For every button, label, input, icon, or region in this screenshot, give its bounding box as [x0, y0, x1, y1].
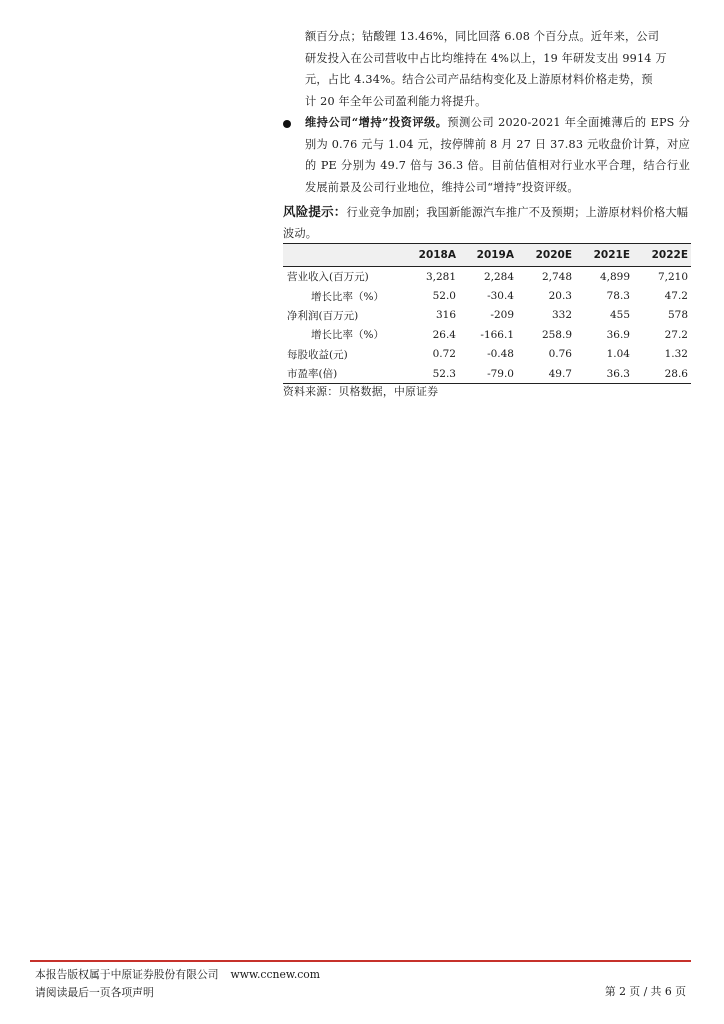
rating-body: 预测公司 2020-2021 年全面摊薄后的 EPS 分别为 0.76 元与 1.04 元，按停牌前 8 月 27 日 37.83 元收盘价计算，对应的 PE 分别为 49.7 倍与 36.3 倍。目前估值相对行业水平合理，结合行业发展前景及公司行业地位，维持公司“增持”投资评级。 — [305, 116, 690, 194]
table-cell: 0.76 — [548, 348, 572, 361]
table-cell: -209 — [490, 309, 514, 322]
table-row — [283, 267, 691, 287]
risk-label: 风险提示： — [283, 204, 347, 219]
table-cell: 28.6 — [633, 364, 691, 384]
table-cell: 7,210 — [657, 270, 688, 283]
table-cell: 20.3 — [548, 290, 572, 303]
table-header-cell: 2021E — [575, 244, 633, 267]
footer-website-link[interactable]: www.ccnew.com — [230, 968, 321, 981]
risk-text: 行业竞争加剧；我国新能源汽车推广不及预期；上游原材料价格大幅波动。 — [283, 206, 689, 240]
table-row — [283, 325, 691, 344]
financial-forecast-table — [283, 243, 691, 384]
row-label: 每股收益(元) — [287, 348, 348, 361]
table-cell: 258.9 — [541, 328, 572, 341]
table-source-note: 资料来源：贝格数据，中原证券 — [283, 385, 439, 398]
footer-copyright-line — [35, 966, 320, 984]
rating-heading: 维持公司“增持”投资评级。 — [305, 115, 448, 129]
table-header-cell: 2020E — [517, 244, 575, 267]
table-cell: 49.7 — [517, 364, 575, 384]
table-cell: 36.9 — [606, 328, 630, 341]
table-cell: 455 — [609, 309, 630, 322]
table-row — [283, 364, 691, 384]
intro-line-1: 额百分点；钴酸锂 13.46%，同比回落 6.08 个百分点。近年来，公司 — [305, 30, 660, 43]
table-header-cell: 2022E — [633, 244, 691, 267]
table-row — [283, 345, 691, 364]
table-cell: 52.3 — [401, 364, 459, 384]
footer-divider — [30, 960, 691, 962]
table-header-cell — [283, 244, 401, 267]
table-row — [283, 306, 691, 325]
table-cell: 0.72 — [432, 348, 456, 361]
table-cell: 2,284 — [483, 270, 514, 283]
bullet-dot-icon — [283, 120, 291, 128]
table-row — [283, 286, 691, 305]
footer-copyright: 本报告版权属于中原证券股份有限公司 — [35, 968, 219, 981]
table-cell: -166.1 — [480, 328, 514, 341]
footer-disclaimer: 请阅读最后一页各项声明 — [35, 986, 154, 999]
table-cell: 1.32 — [664, 348, 688, 361]
table-cell: 332 — [551, 309, 572, 322]
page-number: 第 2 页 / 共 6 页 — [604, 985, 686, 998]
table-cell: 3,281 — [425, 270, 456, 283]
table-header-cell: 2019A — [459, 244, 517, 267]
risk-warning — [283, 201, 695, 244]
table-header-row — [283, 244, 691, 267]
table-header-cell: 2018A — [401, 244, 459, 267]
table-cell: -30.4 — [487, 290, 514, 303]
intro-paragraph — [305, 26, 690, 112]
table-cell: 36.3 — [575, 364, 633, 384]
table-cell: 27.2 — [664, 328, 688, 341]
table-cell: 2,748 — [541, 270, 572, 283]
intro-line-3: 元，占比 4.34%。结合公司产品结构变化及上游原材料价格走势，预 — [305, 73, 653, 86]
table-cell: -79.0 — [459, 364, 517, 384]
table-cell: 47.2 — [664, 290, 688, 303]
row-label: 市盈率(倍) — [283, 364, 401, 384]
row-label: 增长比率（%） — [311, 290, 384, 303]
table-cell: 78.3 — [606, 290, 630, 303]
intro-line-2: 研发投入在公司营收中占比均维持在 4%以上，19 年研发支出 9914 万 — [305, 51, 667, 65]
table-cell: 1.04 — [606, 348, 630, 361]
intro-line-4: 计 20 年全年公司盈利能力将提升。 — [305, 94, 487, 108]
rating-bullet — [283, 112, 690, 198]
footer-left — [35, 966, 320, 1002]
table-cell: 52.0 — [432, 290, 456, 303]
row-label: 营业收入(百万元) — [287, 271, 369, 284]
rating-text — [305, 112, 690, 198]
row-label: 净利润(百万元) — [287, 309, 359, 322]
table-cell: 4,899 — [599, 270, 630, 283]
row-label: 增长比率（%） — [311, 329, 384, 342]
table-cell: -0.48 — [487, 348, 514, 361]
table-cell: 26.4 — [432, 328, 456, 341]
table-cell: 316 — [435, 309, 456, 322]
table-cell: 578 — [667, 309, 688, 322]
